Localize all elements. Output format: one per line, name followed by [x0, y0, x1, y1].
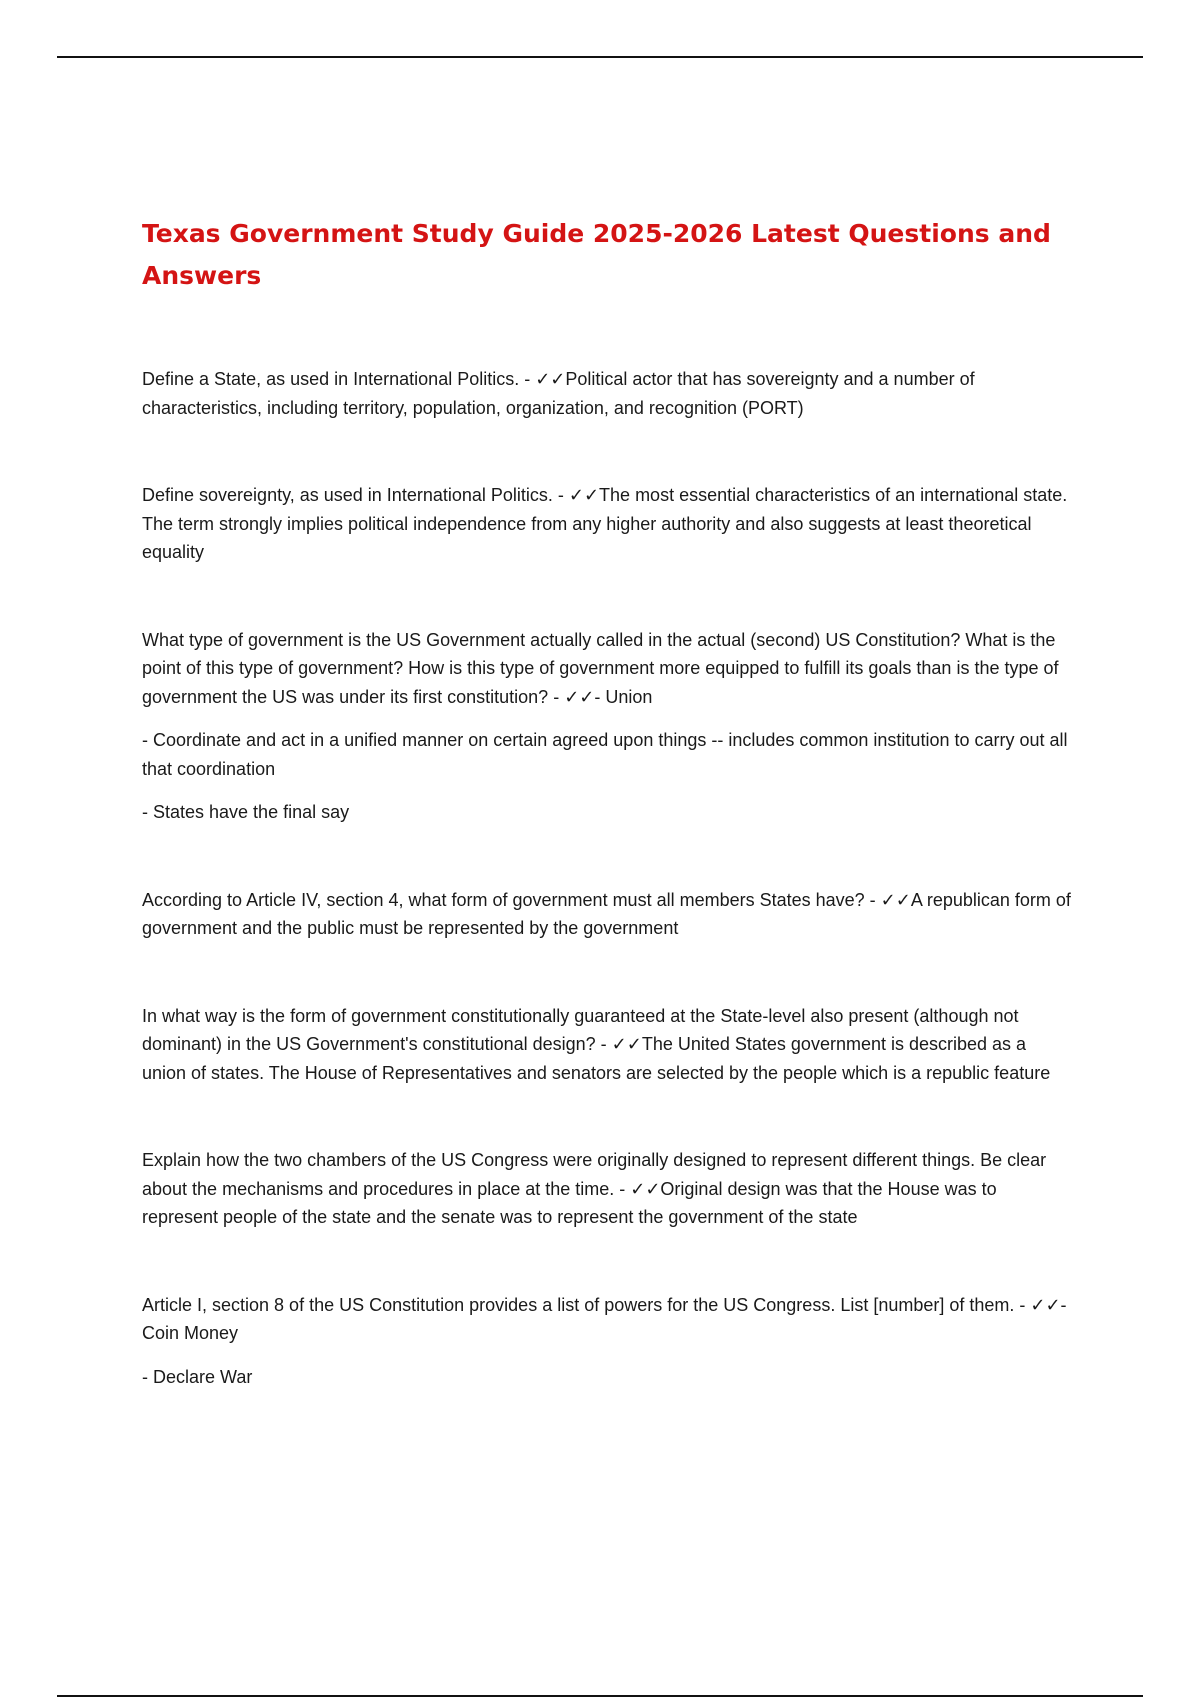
qa-answer-point: - States have the final say: [142, 802, 350, 822]
qa-item: [142, 365, 1072, 422]
qa-answer-point: - Coordinate and act in a unified manner on certain agreed upon things -- includes common institution to carry out all that coordination: [142, 730, 1068, 779]
qa-text: Define a State, as used in International Politics. - ✓✓Political actor that has sovereignty and a number of characteristics, including territory, population, organization, and recognition (PORT): [142, 369, 975, 418]
qa-text: What type of government is the US Government actually called in the actual (second) US Constitution? What is the point of this type of government? How is this type of government more equipped to fulfill its goals than is the type of government the US was under its first constitution? - ✓✓- Union: [142, 629, 1059, 707]
qa-item: [142, 886, 1072, 943]
qa-text: Define sovereignty, as used in International Politics. - ✓✓The most essential characteristics of an international state. The term strongly implies political independence from any higher authority and also suggests at least theoretical equality: [142, 485, 1068, 562]
qa-list: [142, 365, 1072, 1391]
document-title: Texas Government Study Guide 2025-2026 Latest Questions and Answers: [142, 219, 1051, 290]
qa-item: [142, 1291, 1072, 1392]
qa-text: In what way is the form of government constitutionally guaranteed at the State-level also present (although not dominant) in the US Government's constitutional design? - ✓✓The United States government is described as a union of states. The House of Representatives and senators are selected by the people which is a republic feature: [142, 1005, 1051, 1083]
qa-text: Explain how the two chambers of the US Congress were originally designed to represent different things. Be clear about the mechanisms and procedures in place at the time. - ✓✓Original design was that the House was to represent people of the state and the senate was to represent the government of the state: [142, 1150, 1047, 1227]
qa-text: According to Article IV, section 4, what form of government must all members States have? - ✓✓A republican form of government and the public must be represented by the government: [142, 889, 1071, 938]
qa-item: [142, 1146, 1072, 1232]
qa-item: [142, 1002, 1072, 1088]
qa-item: [142, 626, 1072, 827]
top-rule: [57, 56, 1143, 58]
document-body: [142, 213, 1072, 1391]
qa-item: [142, 481, 1072, 567]
bottom-rule: [57, 1695, 1143, 1697]
qa-text: Article I, section 8 of the US Constitution provides a list of powers for the US Congress. List [number] of them. - ✓✓- Coin Money: [142, 1294, 1067, 1343]
qa-answer-point: - Declare War: [142, 1366, 253, 1387]
